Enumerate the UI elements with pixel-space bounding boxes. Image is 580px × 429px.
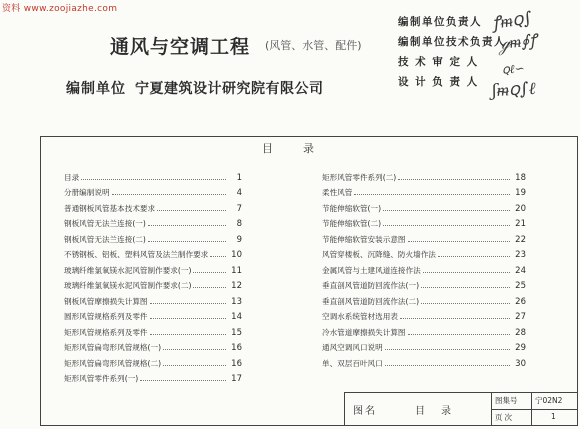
toc-entry-title: 普通钢板风管基本技术要求 [64, 203, 156, 213]
toc-entry [64, 353, 242, 369]
toc-entry-title: 节能伸缩软管(二) [322, 219, 382, 228]
toc-entry-page: 16 [231, 358, 242, 369]
toc-entry-page: 20 [515, 203, 526, 214]
toc-leader-dots [383, 210, 510, 211]
toc-entry [322, 322, 526, 338]
toc-entry-title: 风管穿楼板、沉降缝、防火墙作法 [322, 250, 436, 259]
toc-entry-title: 空调水系统管材选用表 [322, 312, 398, 321]
toc-entry-page: 28 [515, 327, 526, 338]
document-subtitle: (风管、水管、配件) [265, 39, 362, 52]
toc-leader-dots [400, 318, 510, 319]
toc-leader-dots [421, 303, 510, 304]
signoff-row: 编制单位技术负责人 [398, 36, 506, 48]
toc-entry [322, 291, 526, 307]
toc-entry-title: 钢板风管无法兰连接(二) [64, 234, 146, 244]
atlas-number-label: 图集号 [495, 396, 518, 405]
toc-entry-page: 15 [231, 327, 242, 338]
toc-leader-dots [148, 225, 226, 226]
toc-entry-title: 垂直剖风管道防回流作法(二) [322, 296, 420, 306]
toc-leader-dots [385, 349, 510, 350]
toc-entry-page: 22 [515, 234, 526, 245]
signoff-row: 设 计 负 责 人 [398, 76, 479, 88]
toc-leader-dots [157, 210, 226, 211]
toc-entry-title: 不锈钢板、铝板、塑料风管及法兰制作要求 [64, 250, 209, 259]
toc-entry-title: 垂直剖风管道防回流作法(一) [322, 281, 420, 290]
toc-leader-dots [193, 272, 226, 273]
drawing-name: 目录 [415, 406, 467, 417]
toc-entry [64, 291, 242, 307]
toc-entry [64, 369, 242, 385]
toc-leader-dots [398, 179, 510, 180]
toc-entry-title: 冷水管道摩擦损失计算图 [322, 327, 406, 337]
toc-entry [64, 338, 242, 354]
toc-entry-page: 29 [515, 343, 526, 353]
toc-entry-title: 圆形风管规格系列及零件 [64, 312, 148, 321]
toc-leader-dots [140, 380, 226, 381]
unit-label: 编制单位 [66, 81, 126, 97]
toc-leader-dots [163, 349, 226, 350]
toc-leader-dots [81, 179, 226, 180]
toc-entry [322, 245, 526, 261]
toc-entry-page: 14 [231, 312, 242, 322]
toc-entry [64, 307, 242, 323]
toc-entry-title: 分册编制说明 [64, 188, 110, 197]
toc-entry-page: 30 [515, 358, 526, 369]
toc-leader-dots [112, 194, 226, 195]
toc-entry-page: 11 [231, 265, 242, 276]
toc-entry-page: 13 [231, 296, 242, 307]
toc-entry [322, 214, 526, 230]
toc-entry [64, 229, 242, 245]
toc-entry [64, 276, 242, 292]
toc-entry-page: 1 [236, 172, 242, 183]
toc-leader-dots [438, 256, 510, 257]
toc-entry-title: 矩形风管零件系列(二) [322, 172, 397, 182]
toc-leader-dots [408, 241, 510, 242]
unit-name: 宁夏建筑设计研究院有限公司 [135, 81, 324, 97]
toc-entry-title: 柔性风管 [322, 188, 353, 197]
toc-entry [322, 338, 526, 354]
toc-entry-title: 矩形风管扁弯形风管规格(二) [64, 358, 162, 368]
toc-entry [322, 276, 526, 292]
toc-entry [322, 183, 526, 199]
toc-entry-page: 16 [231, 343, 242, 353]
toc-entry [64, 183, 242, 199]
toc-leader-dots [421, 287, 510, 288]
toc-entry-title: 通风空调风口说明 [322, 343, 383, 352]
toc-entry-page: 12 [231, 281, 242, 291]
toc-entry-page: 21 [515, 219, 526, 229]
drawing-name-label: 图名 [353, 406, 377, 417]
toc-entry [64, 322, 242, 338]
toc-entry-page: 8 [236, 219, 242, 229]
toc-entry-page: 25 [515, 281, 526, 291]
toc-entry [322, 307, 526, 323]
page-number-label: 页次 [495, 413, 514, 422]
toc-entry [64, 198, 242, 214]
toc-entry-title: 玻璃纤维氯氧镁水泥风管制作要求(一) [64, 265, 192, 275]
toc-entry-page: 10 [231, 250, 242, 260]
toc-leader-dots [150, 334, 226, 335]
toc-entry [64, 214, 242, 230]
toc-heading: 目录 [262, 142, 344, 155]
toc-entry-page: 19 [515, 188, 526, 198]
watermark-text: 资料 www.zoojiazhe.com [2, 4, 118, 14]
toc-leader-dots [193, 287, 226, 288]
toc-entry-title: 金属风管与土建风道连接作法 [322, 265, 421, 275]
toc-leader-dots [150, 303, 226, 304]
document-title: 通风与空调工程 [110, 36, 251, 58]
toc-entry-title: 钢板风管无法兰连接(一) [64, 219, 146, 228]
toc-leader-dots [383, 225, 510, 226]
handwritten-signature: ꝭᵯꞯ∫ [491, 8, 534, 34]
toc-entry-title: 矩形风管零件系列(一) [64, 374, 139, 383]
toc-entry [64, 245, 242, 261]
page-number: 1 [551, 412, 556, 421]
toc-entry-title: 节能伸缩软管安装示意图 [322, 234, 406, 244]
toc-entry-page: 24 [515, 265, 526, 276]
toc-entry-page: 17 [231, 374, 242, 384]
signoff-row: 编制单位负责人 [398, 16, 482, 28]
toc-leader-dots [385, 365, 510, 366]
signoff-row: 技 术 审 定 人 [398, 56, 479, 68]
toc-entry-title: 矩形风管扁弯形风管规格(一) [64, 343, 162, 352]
title-block [344, 392, 578, 426]
toc-entry-page: 26 [515, 296, 526, 307]
toc-entry-title: 玻璃纤维氯氧镁水泥风管制作要求(二) [64, 281, 192, 290]
toc-leader-dots [148, 241, 226, 242]
toc-entry [322, 260, 526, 276]
toc-leader-dots [423, 272, 510, 273]
toc-entry [64, 167, 242, 183]
toc-leader-dots [210, 256, 226, 257]
toc-entry [322, 353, 526, 369]
atlas-number: 宁02N2 [535, 396, 563, 405]
toc-entry-title: 钢板风管摩擦损失计算图 [64, 296, 148, 306]
toc-left-column [64, 167, 242, 384]
handwritten-signature: ꞯℓ∽ [501, 61, 526, 77]
toc-entry-page: 27 [515, 312, 526, 322]
toc-entry [322, 198, 526, 214]
toc-leader-dots [408, 334, 510, 335]
toc-right-column [322, 167, 526, 369]
handwritten-signature: ℊᵯ∮ꝭ [499, 30, 538, 53]
toc-entry-page: 7 [236, 203, 242, 214]
toc-entry [322, 167, 526, 183]
toc-entry-title: 节能伸缩软管(一) [322, 203, 382, 213]
signoff-block [398, 14, 578, 94]
toc-leader-dots [354, 194, 510, 195]
toc-entry-title: 目录 [64, 172, 80, 182]
toc-entry-title: 单、双层百叶风口 [322, 358, 383, 368]
toc-entry-page: 4 [236, 188, 242, 198]
title-block-divider [491, 409, 577, 410]
toc-leader-dots [163, 365, 226, 366]
toc-entry-page: 23 [515, 250, 526, 260]
handwritten-signature: ʃᵯꞯ∫ℓ [491, 78, 537, 102]
toc-entry-title: 矩形风管规格系列及零件 [64, 327, 148, 337]
toc-entry-page: 9 [236, 234, 242, 245]
toc-entry [322, 229, 526, 245]
toc-leader-dots [150, 318, 226, 319]
toc-entry [64, 260, 242, 276]
toc-entry-page: 18 [515, 172, 526, 183]
